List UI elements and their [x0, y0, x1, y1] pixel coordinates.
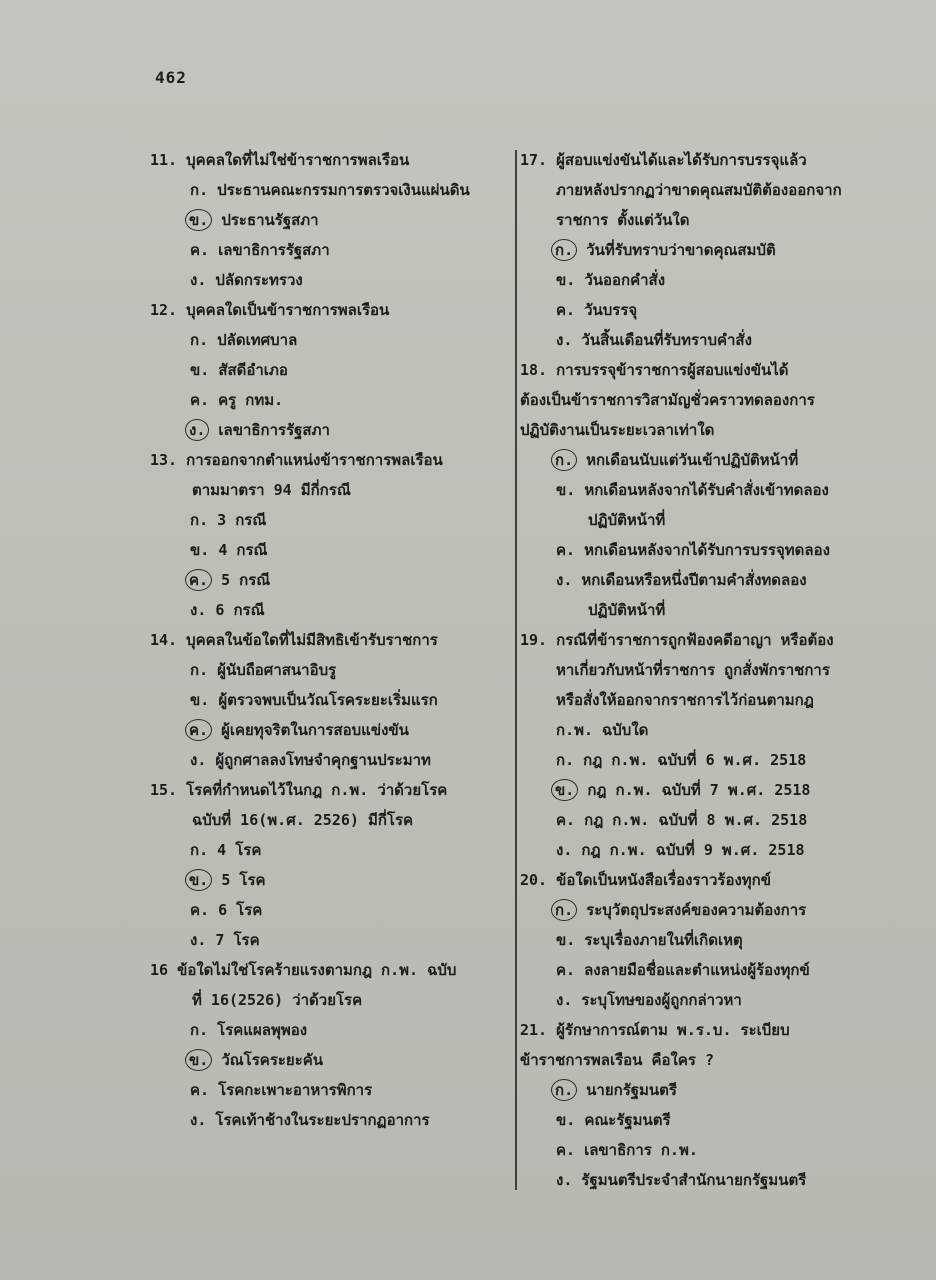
- question-number: 12.: [150, 301, 178, 319]
- question-text: ตามมาตรา 94 มีกี่กรณี: [192, 481, 351, 499]
- question-text-line: [520, 685, 865, 715]
- question-text: ฉบับที่ 16(พ.ศ. 2526) มีกี่โรค: [192, 811, 414, 829]
- answer-option: [520, 295, 865, 325]
- question-text: หาเกี่ยวกับหน้าที่ราชการ ถูกสั่งพักราชการ: [556, 661, 830, 679]
- answer-option: [520, 1105, 865, 1135]
- question-13: [150, 445, 510, 625]
- option-text: 4 โรค: [217, 841, 262, 859]
- option-letter: ง.: [556, 1171, 573, 1189]
- option-text: ปลัดเทศบาล: [217, 331, 298, 349]
- question-20: [520, 865, 865, 1015]
- answer-option: [150, 1045, 510, 1075]
- answer-option: [520, 535, 865, 565]
- answer-option: [150, 1015, 510, 1045]
- answer-option: [520, 835, 865, 865]
- question-text: ข้าราชการพลเรือน คือใคร ?: [520, 1051, 714, 1069]
- question-text-line: [150, 475, 510, 505]
- option-letter: ก.: [551, 1079, 577, 1101]
- question-text-line: [520, 205, 865, 235]
- question-text-line: [150, 295, 510, 325]
- option-letter: ง.: [556, 571, 573, 589]
- question-text: ข้อใดเป็นหนังสือเรื่องราวร้องทุกข์: [556, 871, 772, 889]
- answer-option: [520, 925, 865, 955]
- option-letter: ข.: [185, 869, 212, 891]
- option-text: 6 โรค: [218, 901, 263, 919]
- question-text-line: [520, 1015, 865, 1045]
- question-text-line: [150, 625, 510, 655]
- option-letter: ค.: [190, 1081, 210, 1099]
- answer-option: [150, 685, 510, 715]
- answer-option: [150, 865, 510, 895]
- option-letter: ข.: [190, 361, 210, 379]
- option-text: ผู้ตรวจพบเป็นวัณโรคระยะเริ่มแรก: [218, 691, 438, 709]
- option-text: กฎ ก.พ. ฉบับที่ 9 พ.ศ. 2518: [581, 841, 805, 859]
- question-text-line: [150, 775, 510, 805]
- question-text: โรคที่กำหนดไว้ในกฎ ก.พ. ว่าด้วยโรค: [186, 781, 448, 799]
- question-text: กรณีที่ข้าราชการถูกฟ้องคดีอาญา หรือต้อง: [556, 631, 834, 649]
- answer-option: [520, 775, 865, 805]
- option-letter: ก.: [190, 331, 209, 349]
- option-text: หกเดือนนับแต่วันเข้าปฏิบัติหน้าที่: [586, 451, 799, 469]
- answer-option: [150, 655, 510, 685]
- option-letter: ข.: [551, 779, 578, 801]
- option-letter: ง.: [190, 1111, 207, 1129]
- option-text: ระบุโทษของผู้ถูกกล่าวหา: [581, 991, 742, 1009]
- option-letter: ข.: [556, 931, 576, 949]
- answer-option: [520, 1165, 865, 1195]
- answer-option: [150, 895, 510, 925]
- question-16: [150, 955, 510, 1135]
- option-letter: ก.: [190, 661, 209, 679]
- option-letter: ข.: [185, 209, 212, 231]
- option-text: ผู้ถูกศาลลงโทษจำคุกฐานประมาท: [215, 751, 431, 769]
- answer-option: [150, 835, 510, 865]
- option-letter: ก.: [190, 511, 209, 529]
- option-text: โรคแผลพุพอง: [217, 1021, 308, 1039]
- option-text: ประธานคณะกรรมการตรวจเงินแผ่นดิน: [217, 181, 470, 199]
- option-text: เลขาธิการ ก.พ.: [584, 1141, 698, 1159]
- option-text: วันบรรจุ: [584, 301, 638, 319]
- option-letter: ง.: [190, 601, 207, 619]
- option-letter: ง.: [190, 751, 207, 769]
- answer-option: [150, 415, 510, 445]
- option-text: กฎ ก.พ. ฉบับที่ 7 พ.ศ. 2518: [587, 781, 811, 799]
- question-number: 11.: [150, 151, 178, 169]
- question-text-line: [520, 715, 865, 745]
- option-text: คณะรัฐมนตรี: [584, 1111, 671, 1129]
- option-text: วันที่รับทราบว่าขาดคุณสมบัติ: [586, 241, 776, 259]
- option-text: นายกรัฐมนตรี: [586, 1081, 677, 1099]
- question-15: [150, 775, 510, 955]
- question-text-line: [520, 415, 865, 445]
- option-text: ผู้นับถือศาสนาอิบรู: [217, 661, 337, 679]
- answer-option: [150, 505, 510, 535]
- question-text-line: [150, 145, 510, 175]
- option-letter: ก.: [551, 899, 577, 921]
- left-column: [150, 145, 510, 1135]
- question-number: 15.: [150, 781, 178, 799]
- question-text: บุคคลใดที่ไม่ใช่ข้าราชการพลเรือน: [186, 151, 410, 169]
- option-letter: ง.: [185, 419, 209, 441]
- question-number: 21.: [520, 1021, 548, 1039]
- option-letter: ข.: [190, 541, 210, 559]
- question-text-line: [520, 355, 865, 385]
- answer-option: [520, 805, 865, 835]
- answer-option: [520, 235, 865, 265]
- option-text: วันออกคำสั่ง: [584, 271, 666, 289]
- answer-option: [150, 175, 510, 205]
- question-19: [520, 625, 865, 865]
- answer-option: [520, 745, 865, 775]
- option-text: กฎ ก.พ. ฉบับที่ 8 พ.ศ. 2518: [584, 811, 808, 829]
- answer-option: [150, 1075, 510, 1105]
- question-text: บุคคลในข้อใดที่ไม่มีสิทธิเข้ารับราชการ: [186, 631, 438, 649]
- option-text: หกเดือนหลังจากได้รับการบรรจุทดลอง: [584, 541, 830, 559]
- option-text: กฎ ก.พ. ฉบับที่ 6 พ.ศ. 2518: [583, 751, 807, 769]
- option-text: เลขาธิการรัฐสภา: [218, 241, 330, 259]
- question-12: [150, 295, 510, 445]
- question-text-line: [520, 145, 865, 175]
- option-text: ระบุวัตถุประสงค์ของความต้องการ: [586, 901, 807, 919]
- question-text-line: [520, 385, 865, 415]
- question-text-line: [520, 625, 865, 655]
- option-text: วันสิ้นเดือนที่รับทราบคำสั่ง: [581, 331, 752, 349]
- option-text-continued: ปฏิบัติหน้าที่: [588, 601, 666, 619]
- right-column: [520, 145, 865, 1195]
- question-number: 18.: [520, 361, 548, 379]
- option-text: 6 กรณี: [215, 601, 265, 619]
- option-letter: ง.: [556, 841, 573, 859]
- answer-option: [520, 475, 865, 505]
- answer-option: [150, 325, 510, 355]
- option-letter: ค.: [556, 961, 576, 979]
- question-text: ภายหลังปรากฏว่าขาดคุณสมบัติต้องออกจาก: [556, 181, 842, 199]
- option-text: โรคกะเพาะอาหารพิการ: [218, 1081, 373, 1099]
- answer-option: [520, 565, 865, 595]
- option-letter: ค.: [556, 301, 576, 319]
- column-divider: [515, 150, 517, 1190]
- page-number: 462: [155, 68, 187, 87]
- question-number: 14.: [150, 631, 178, 649]
- option-letter: ค.: [185, 569, 212, 591]
- answer-option: [150, 355, 510, 385]
- answer-option: [520, 1075, 865, 1105]
- option-text: เลขาธิการรัฐสภา: [218, 421, 330, 439]
- question-text: หรือสั่งให้ออกจากราชการไว้ก่อนตามกฎ: [556, 691, 814, 709]
- answer-option: [520, 1135, 865, 1165]
- option-text: สัสดีอำเภอ: [218, 361, 288, 379]
- option-text: 5 โรค: [221, 871, 266, 889]
- option-text: หกเดือนหรือหนึ่งปีตามคำสั่งทดลอง: [581, 571, 807, 589]
- answer-option: [520, 445, 865, 475]
- question-text: การออกจากตำแหน่งข้าราชการพลเรือน: [186, 451, 443, 469]
- answer-option: [150, 265, 510, 295]
- option-text: ผู้เคยทุจริตในการสอบแข่งขัน: [221, 721, 409, 739]
- question-text: ที่ 16(2526) ว่าด้วยโรค: [192, 991, 363, 1009]
- question-number: 19.: [520, 631, 548, 649]
- question-18: [520, 355, 865, 625]
- option-text: รัฐมนตรีประจำสำนักนายกรัฐมนตรี: [581, 1171, 807, 1189]
- option-letter: ก.: [190, 181, 209, 199]
- question-text-line: [520, 175, 865, 205]
- option-letter: ข.: [185, 1049, 212, 1071]
- question-text: ข้อใดไม่ใช่โรคร้ายแรงตามกฎ ก.พ. ฉบับ: [177, 961, 457, 979]
- question-text-line: [520, 865, 865, 895]
- question-text: การบรรจุข้าราชการผู้สอบแข่งขันได้: [556, 361, 789, 379]
- answer-option: [520, 955, 865, 985]
- option-letter: ก.: [190, 1021, 209, 1039]
- question-text: ผู้สอบแข่งขันได้และได้รับการบรรจุแล้ว: [556, 151, 807, 169]
- option-letter: ค.: [190, 901, 210, 919]
- question-11: [150, 145, 510, 295]
- answer-option: [150, 565, 510, 595]
- question-text-line: [150, 805, 510, 835]
- question-text: ผู้รักษาการณ์ตาม พ.ร.บ. ระเบียบ: [556, 1021, 790, 1039]
- option-text: โรคเท้าช้างในระยะปรากฏอาการ: [215, 1111, 430, 1129]
- option-text: ครู กทม.: [218, 391, 284, 409]
- question-text-line: [520, 655, 865, 685]
- option-letter: ง.: [556, 991, 573, 1009]
- option-letter: ค.: [185, 719, 212, 741]
- option-letter: ค.: [556, 811, 576, 829]
- option-text: ปลัดกระทรวง: [215, 271, 303, 289]
- question-text-line: [150, 985, 510, 1015]
- question-number: 20.: [520, 871, 548, 889]
- answer-option: [150, 205, 510, 235]
- answer-option: [150, 715, 510, 745]
- option-letter: ก.: [551, 239, 577, 261]
- option-letter: ข.: [556, 481, 576, 499]
- answer-option: [150, 1105, 510, 1135]
- question-text-line: [150, 955, 510, 985]
- question-17: [520, 145, 865, 355]
- option-letter: ค.: [190, 391, 210, 409]
- answer-option: [520, 895, 865, 925]
- answer-option: [520, 985, 865, 1015]
- option-text: หกเดือนหลังจากได้รับคำสั่งเข้าทดลอง: [584, 481, 829, 499]
- option-text: ระบุเรื่องภายในที่เกิดเหตุ: [584, 931, 743, 949]
- question-text: ต้องเป็นข้าราชการวิสามัญชั่วคราวทดลองการ: [520, 391, 815, 409]
- option-text: ประธานรัฐสภา: [221, 211, 319, 229]
- answer-option: [150, 535, 510, 565]
- question-number: 17.: [520, 151, 548, 169]
- question-text: ก.พ. ฉบับใด: [556, 721, 649, 739]
- answer-option: [150, 385, 510, 415]
- question-text: บุคคลใดเป็นข้าราชการพลเรือน: [186, 301, 390, 319]
- option-letter: ข.: [556, 271, 576, 289]
- option-text: วัณโรคระยะคัน: [221, 1051, 324, 1069]
- option-text: 7 โรค: [215, 931, 260, 949]
- answer-option: [150, 925, 510, 955]
- answer-option: [150, 595, 510, 625]
- question-number: 13.: [150, 451, 178, 469]
- option-letter: ค.: [190, 241, 210, 259]
- answer-option: [520, 325, 865, 355]
- option-letter: ค.: [556, 541, 576, 559]
- option-letter: ง.: [556, 331, 573, 349]
- answer-option: [520, 265, 865, 295]
- option-letter: ข.: [556, 1111, 576, 1129]
- option-letter: ข.: [190, 691, 210, 709]
- option-letter: ค.: [556, 1141, 576, 1159]
- question-14: [150, 625, 510, 775]
- answer-option: [150, 235, 510, 265]
- option-letter: ก.: [551, 449, 577, 471]
- option-letter: ก.: [190, 841, 209, 859]
- answer-option: [150, 745, 510, 775]
- question-text-line: [520, 1045, 865, 1075]
- option-text: 4 กรณี: [218, 541, 268, 559]
- question-text: ราชการ ตั้งแต่วันใด: [556, 211, 690, 229]
- option-letter: ง.: [190, 931, 207, 949]
- question-number: 16: [150, 961, 169, 979]
- question-21: [520, 1015, 865, 1195]
- option-letter: ง.: [190, 271, 207, 289]
- option-letter: ก.: [556, 751, 575, 769]
- question-text-line: [150, 445, 510, 475]
- option-text: ลงลายมือชื่อและตำแหน่งผู้ร้องทุกข์: [584, 961, 810, 979]
- option-text-continued: ปฏิบัติหน้าที่: [588, 511, 666, 529]
- option-text: 3 กรณี: [217, 511, 267, 529]
- question-text: ปฏิบัติงานเป็นระยะเวลาเท่าใด: [520, 421, 715, 439]
- option-text: 5 กรณี: [221, 571, 271, 589]
